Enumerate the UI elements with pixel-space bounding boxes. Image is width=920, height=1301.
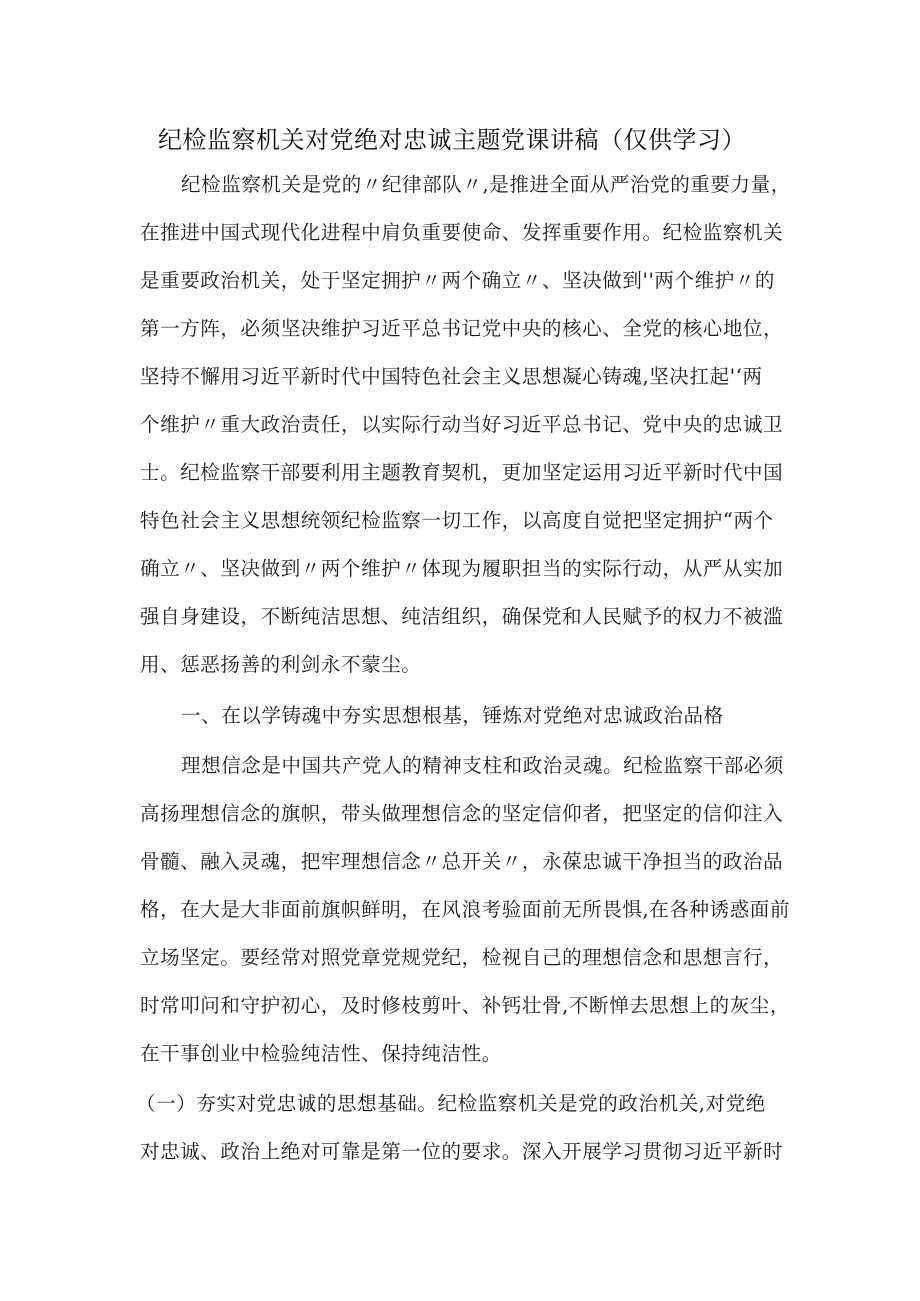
body-line: 高扬理想信念的旗帜，带头做理想信念的坚定信仰者，把坚定的信仰注入 (140, 802, 784, 825)
body-line: 时常叩问和守护初心，及时修枝剪叶、补钙壮骨,不断惮去思想上的灰尘， (140, 994, 790, 1017)
document-title: 纪检监察机关对党绝对忠诚主题党课讲稿（仅供学习） (158, 126, 746, 154)
body-line: 理想信念是中国共产党人的精神支柱和政治灵魂。纪检监察干部必须 (181, 754, 785, 777)
body-line: 立场坚定。要经常对照党章党规党纪，检视自己的理想信念和思想言行， (140, 946, 784, 969)
subsection-line: （一）夯实对党忠诚的思想基础。纪检监察机关是党的政治机关,对党绝 (136, 1092, 766, 1115)
body-line: 用、惩恶扬善的利剑永不蒙尘。 (140, 653, 422, 676)
body-line: 格，在大是大非面前旗帜鲜明，在风浪考验面前无所畏惧,在各种诱惑面前 (140, 898, 790, 921)
body-line: 是重要政治机关，处于坚定拥护〃两个确立〃、坚决做到''两个维护〃的 (140, 269, 776, 292)
body-line: 纪检监察机关是党的〃纪律部队〃,是推进全面从严治党的重要力量， (181, 173, 791, 196)
body-line: 士。纪检监察干部要利用主题教育契机，更加坚定运用习近平新时代中国 (140, 461, 784, 484)
body-line: 强自身建设，不断纯洁思想、纯洁组织，确保党和人民赋予的权力不被滥 (140, 605, 784, 628)
section-heading: 一、在以学铸魂中夯实思想根基，锤炼对党绝对忠诚政治品格 (181, 704, 724, 727)
body-line: 确立〃、坚决做到〃两个维护〃体现为履职担当的实际行动，从严从实加 (140, 557, 784, 580)
body-line: 特色社会主义思想统领纪检监察一切工作，以高度自觉把坚定拥护“两个 (140, 509, 774, 532)
body-line: 第一方阵，必须坚决维护习近平总书记党中央的核心、全党的核心地位， (140, 317, 784, 340)
body-line: 个维护〃重大政治责任，以实际行动当好习近平总书记、党中央的忠诚卫 (140, 413, 784, 436)
body-line: 在干事创业中检验纯洁性、保持纯洁性。 (140, 1042, 502, 1065)
body-line: 骨髓、融入灵魂，把牢理想信念〃总开关〃，永葆忠诚干净担当的政治品 (140, 850, 784, 873)
body-line: 在推进中国式现代化进程中肩负重要使命、发挥重要作用。纪检监察机关 (140, 221, 784, 244)
body-line: 坚持不懈用习近平新时代中国特色社会主义思想凝心铸魂,坚决扛起'‘两 (140, 365, 763, 388)
body-line: 对忠诚、政治上绝对可靠是第一位的要求。深入开展学习贯彻习近平新时 (140, 1140, 784, 1163)
